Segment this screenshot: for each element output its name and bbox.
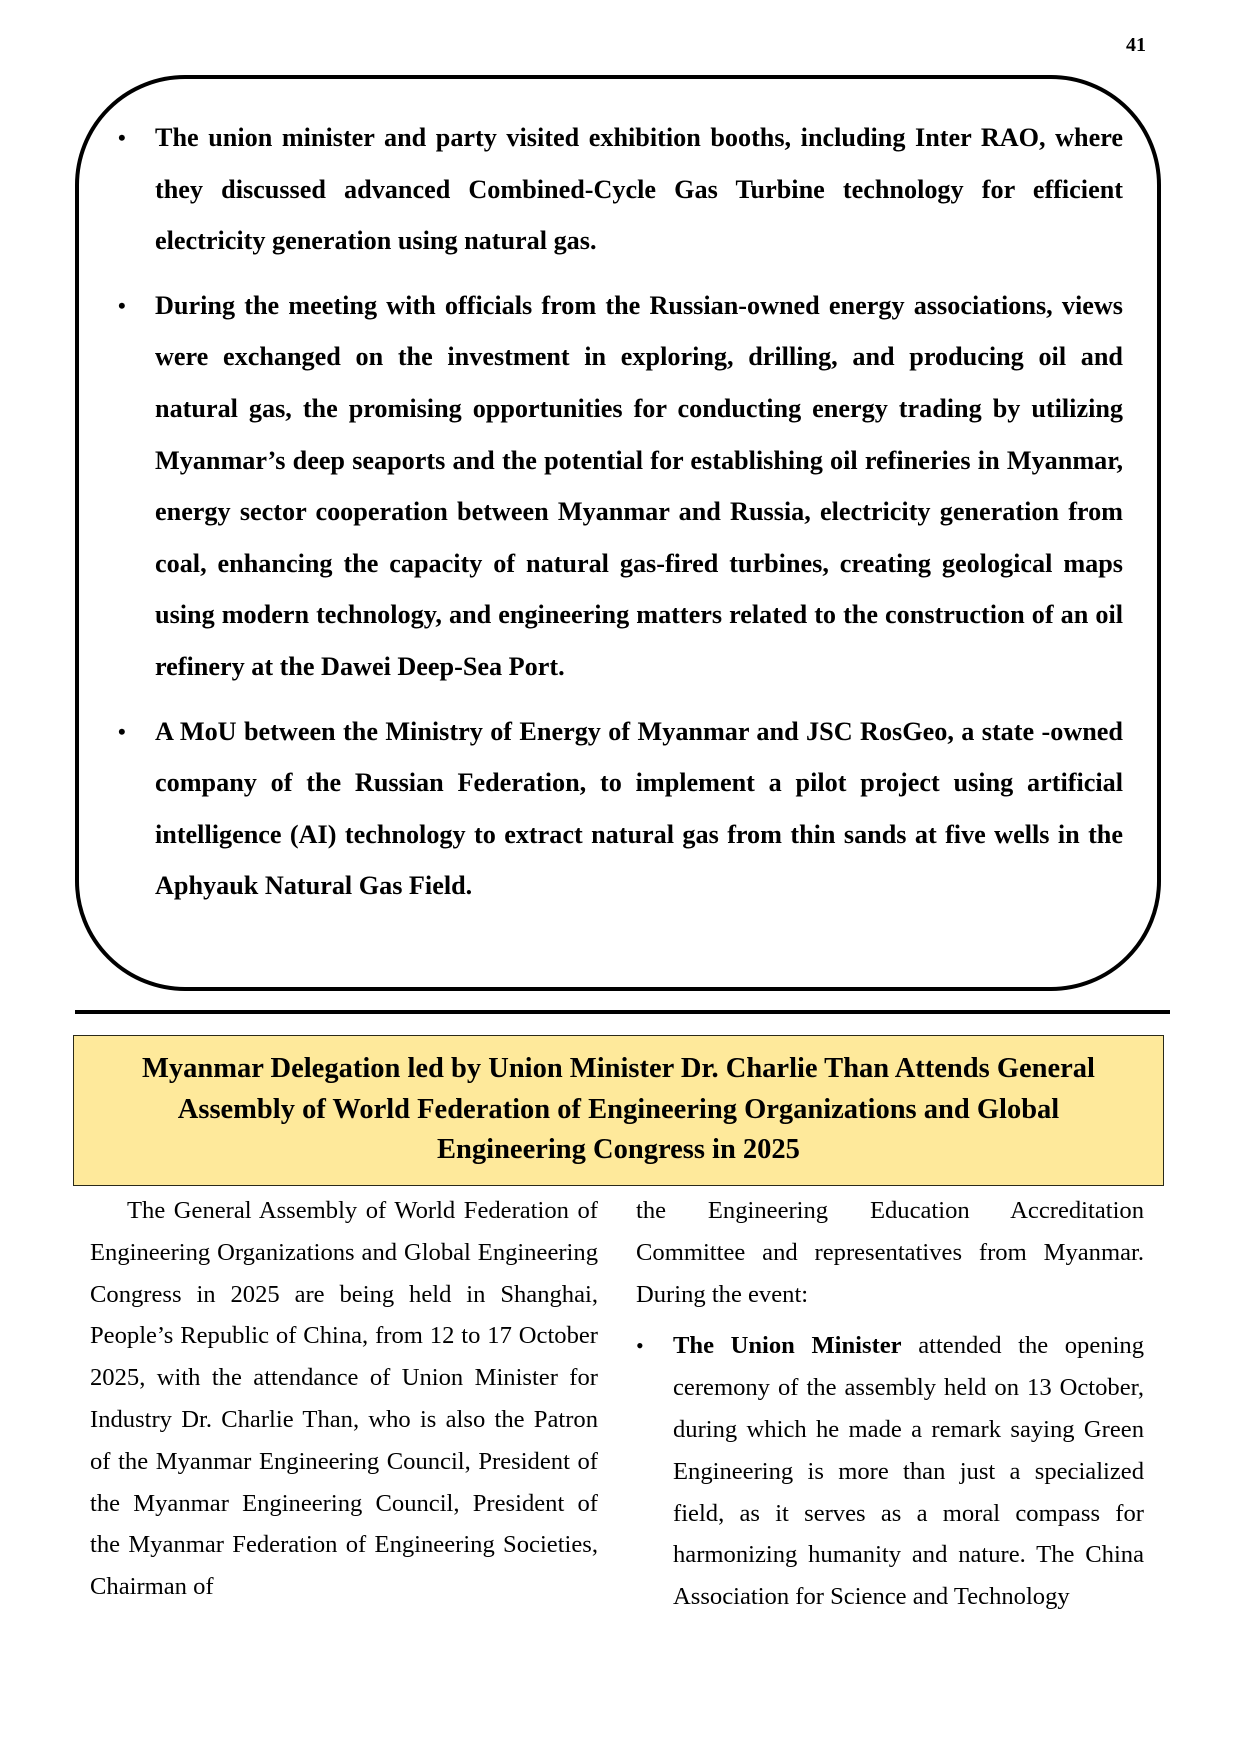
article-bullet-item xyxy=(636,1325,1144,1618)
headline-line: Myanmar Delegation led by Union Minister Dr. Charlie Than Attends General xyxy=(142,1053,1095,1084)
callout-list xyxy=(118,112,1123,925)
headline-line: Assembly of World Federation of Engineering Organizations and Global xyxy=(177,1093,1060,1125)
callout-item xyxy=(118,112,1123,267)
bullet-icon: • xyxy=(636,1333,644,1359)
article-bullet-list xyxy=(636,1325,1144,1618)
callout-item-text: The union minister and party visited exhibition booths, including Inter RAO, where they discussed advanced Combined-Cycle Gas Turbine technology for efficient electricity generation using natural gas. xyxy=(155,123,1123,256)
bullet-bold-lead: The Union Minister xyxy=(673,1332,902,1360)
bullet-icon: • xyxy=(118,125,126,150)
page-number: 41 xyxy=(1126,34,1146,56)
callout-item xyxy=(118,280,1123,693)
section-divider xyxy=(75,1010,1170,1014)
article-column-right xyxy=(636,1190,1144,1618)
callout-item-text: A MoU between the Ministry of Energy of Myanmar and JSC RosGeo, a state -owned company of the Russian Federation, to implement a pilot project using artificial intelligence (AI) technology to extract natural gas from thin sands at five wells in the Aphyauk Natural Gas Field. xyxy=(155,716,1123,901)
article-paragraph: The General Assembly of World Federation of Engineering Organizations and Global Engineering Congress in 2025 are being held in Shanghai, People’s Republic of China, from 12 to 17 October 2025, with the attendance of Union Minister for Industry Dr. Charlie Than, who is also the Patron of the Myanmar Engineering Council, President of the Myanmar Engineering Council, President of the Myanmar Federation of Engineering Societies, Chairman of xyxy=(90,1197,598,1601)
article-column-left xyxy=(90,1190,598,1608)
bullet-icon: • xyxy=(118,292,126,318)
bullet-icon: • xyxy=(118,718,126,744)
headline-line: Engineering Congress in 2025 xyxy=(437,1134,800,1165)
bullet-text: attended the opening ceremony of the assembly held on 13 October, during which he made a remark saying Green Engineering is more than just a specialized field, as it serves as a moral compass for harmonizing humanity and nature. The China Association for Science and Technology xyxy=(673,1332,1144,1611)
article-headline-banner xyxy=(73,1035,1164,1186)
article-paragraph: the Engineering Education Accreditation Committee and representatives from Myanmar. During the event: xyxy=(636,1197,1144,1308)
callout-item-text: During the meeting with officials from the Russian-owned energy associations, views were exchanged on the investment in exploring, drilling, and producing oil and natural gas, the promising opportunities for conducting energy trading by utilizing Myanmar’s deep seaports and the potential for establishing oil refineries in Myanmar, energy sector cooperation between Myanmar and Russia, electricity generation from coal, enhancing the capacity of natural gas-fired turbines, creating geological maps using modern technology, and engineering matters related to the construction of an oil refinery at the Dawei Deep-Sea Port. xyxy=(155,290,1123,681)
callout-item xyxy=(118,706,1123,912)
